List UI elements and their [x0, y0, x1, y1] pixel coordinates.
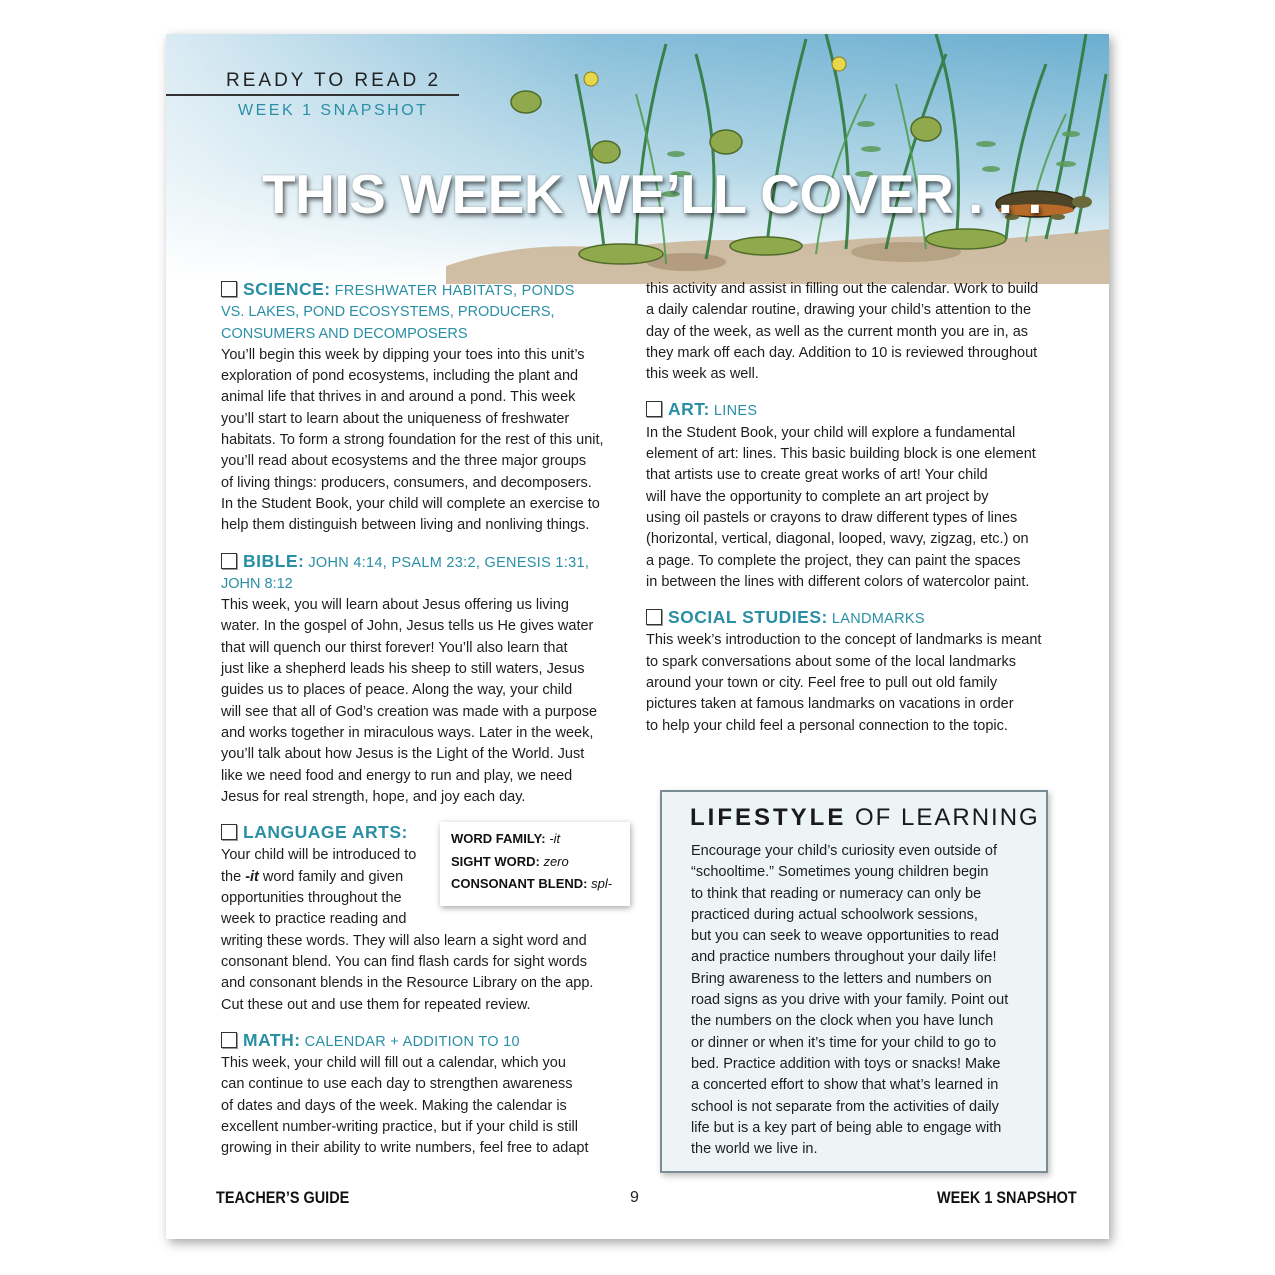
art-title: ART: — [668, 399, 710, 420]
social-studies-body-line: to help your child feel a personal connection to the topic. — [646, 717, 1008, 734]
social-studies-body-line: around your town or city. Feel free to pull out old family — [646, 675, 998, 692]
social-studies-title: SOCIAL STUDIES: — [668, 607, 828, 628]
footer-right: WEEK 1 SNAPSHOT — [937, 1188, 1077, 1207]
math-body-line: This week, your child will fill out a calendar, which you — [221, 1055, 566, 1072]
bible-body-line: and works together in miraculous ways. Later in the week, — [221, 724, 594, 741]
math-body-continued-line: a daily calendar routine, drawing your child’s attention to the — [646, 302, 1032, 319]
lifestyle-line: Bring awareness to the letters and numbers on — [691, 970, 992, 987]
art-heading — [646, 399, 1066, 422]
footer-left: TEACHER’S GUIDE — [216, 1188, 350, 1207]
art-subtitle: LINES — [713, 403, 758, 420]
language-arts-body-line: week to practice reading and — [221, 911, 407, 928]
social-studies-body-line: to spark conversations about some of the local landmarks — [646, 653, 1016, 670]
page-number: 9 — [630, 1189, 639, 1206]
language-arts-title: LANGUAGE ARTS: — [243, 822, 408, 843]
math-heading — [221, 1030, 636, 1053]
science-subtitle: FRESHWATER HABITATS, PONDS — [334, 283, 575, 299]
lifestyle-line: a concerted effort to show that what’s learned in — [691, 1077, 999, 1094]
social-studies-body-line: This week’s introduction to the concept of landmarks is meant — [646, 632, 1042, 649]
lifestyle-line: “schooltime.” Sometimes young children begin — [691, 864, 989, 881]
language-arts-body-line: writing these words. They will also learn a sight word and — [221, 932, 587, 949]
lifestyle-line: practiced during actual schoolwork sessions, — [691, 906, 978, 923]
bible-title: BIBLE: — [243, 550, 305, 571]
social-studies-body-line: pictures taken at famous landmarks on vacations in order — [646, 696, 1014, 713]
word-family-box — [440, 822, 630, 906]
hero-title: THIS WEEK WE’LL COVER . . . — [262, 163, 1042, 225]
word-family-row: WORD FAMILY: -it — [451, 831, 561, 846]
lifestyle-line: the numbers on the clock when you have lunch — [691, 1013, 994, 1030]
lifestyle-body — [691, 841, 1031, 1160]
bible-body-line: guides us to places of peace. Along the way, your child — [221, 682, 573, 699]
math-body-continued-line: they mark off each day. Addition to 10 is reviewed throughout — [646, 344, 1038, 361]
bible-heading — [221, 551, 636, 574]
bible-body-line: that will quench our thirst forever! You’ll also learn that — [221, 639, 568, 656]
math-body-line: excellent number-writing practice, but if your child is still — [221, 1118, 578, 1135]
language-arts-body-line: and consonant blends in the Resource Library on the app. — [221, 975, 594, 992]
art-body-line: that artists use to create great works of art! Your child — [646, 467, 988, 484]
lifestyle-line: or dinner or when it’s time for your child to go to — [691, 1034, 997, 1051]
bible-body-line: water. In the gospel of John, Jesus tells us He gives water — [221, 618, 594, 635]
checkbox-icon[interactable] — [221, 824, 237, 840]
bible-subtitle: JOHN 4:14, PSALM 23:2, GENESIS 1:31, — [308, 554, 590, 571]
language-arts-body-line: opportunities throughout the — [221, 890, 402, 907]
lifestyle-line: to think that reading or numeracy can only be — [691, 885, 982, 902]
lifestyle-title: LIFESTYLE OF LEARNING — [690, 804, 1040, 831]
left-column — [221, 279, 636, 1160]
math-body-line: can continue to use each day to strengthen awareness — [221, 1076, 573, 1093]
math-subtitle: CALENDAR + ADDITION TO 10 — [304, 1033, 520, 1050]
lifestyle-line: school is not separate from the activities of daily — [691, 1098, 999, 1115]
art-body-line: In the Student Book, your child will explore a fundamental — [646, 424, 1016, 441]
word-family-emphasis: -it — [245, 868, 259, 885]
series-title: READY TO READ 2 — [226, 70, 442, 91]
checkbox-icon[interactable] — [646, 609, 662, 625]
bible-body-line: like we need food and energy to run and play, we need — [221, 767, 573, 784]
math-body-continued-line: this activity and assist in filling out the calendar. Work to build — [646, 281, 1039, 297]
art-body-line: in between the lines with different colors of watercolor paint. — [646, 573, 1030, 590]
consonant-blend-row: CONSONANT BLEND: spl- — [451, 876, 613, 891]
language-arts-body-line: consonant blend. You can find flash cards for sight words — [221, 953, 587, 970]
lifestyle-line: the world we live in. — [691, 1141, 818, 1158]
math-title: MATH: — [243, 1029, 301, 1050]
title-divider — [166, 94, 459, 96]
art-body-line: element of art: lines. This basic building block is one element — [646, 446, 1036, 463]
math-body-line: growing in their ability to write numbers, feel free to adapt — [221, 1140, 589, 1157]
science-body-line: you’ll read about ecosystems and the three major groups — [221, 453, 587, 470]
document-page — [166, 34, 1109, 1239]
science-body-line: you’ll start to learn about the uniqueness of freshwater — [221, 410, 570, 427]
language-arts-body-line: Your child will be introduced to — [221, 847, 417, 864]
bible-subtitle-line: JOHN 8:12 — [221, 575, 293, 592]
bible-body-line: This week, you will learn about Jesus offering us living — [221, 597, 569, 614]
science-body-line: animal life that thrives in and around a pond. This week — [221, 389, 576, 406]
lifestyle-line: and practice numbers throughout your daily life! — [691, 949, 997, 966]
science-heading — [221, 279, 636, 302]
art-body-line: (horizontal, vertical, diagonal, looped, wavy, zigzag, etc.) on — [646, 531, 1029, 548]
lifestyle-line: road signs as you drive with your family. Point out — [691, 992, 1009, 1009]
math-body-continued-line: day of the week, as well as the current month you are in, as — [646, 323, 1029, 340]
social-studies-subtitle: LANDMARKS — [831, 611, 925, 628]
art-body-line: using oil pastels or crayons to draw different types of lines — [646, 509, 1018, 526]
science-body-line: help them distinguish between living and nonliving things. — [221, 517, 590, 534]
science-body-line: In the Student Book, your child will complete an exercise to — [221, 495, 600, 512]
science-title: SCIENCE: — [243, 279, 331, 299]
checkbox-icon[interactable] — [221, 553, 237, 569]
checkbox-icon[interactable] — [221, 281, 237, 297]
math-body-continued-line: this week as well. — [646, 366, 759, 383]
lifestyle-line: bed. Practice addition with toys or snacks! Make — [691, 1055, 1001, 1072]
science-body-line: You’ll begin this week by dipping your toes into this unit’s — [221, 346, 585, 363]
language-arts-body-line: the -it word family and given — [221, 868, 404, 885]
social-studies-heading — [646, 607, 1066, 630]
bible-body-line: just like a shepherd leads his sheep to still waters, Jesus — [221, 661, 585, 678]
language-arts-body-line: Cut these out and use them for repeated review. — [221, 996, 531, 1013]
week-subtitle: WEEK 1 SNAPSHOT — [238, 102, 429, 119]
bible-body-line: will see that all of God’s creation was made with a purpose — [221, 703, 598, 720]
math-body-line: of dates and days of the week. Making the calendar is — [221, 1097, 567, 1114]
art-body-line: a page. To complete the project, they can paint the spaces — [646, 552, 1021, 569]
lifestyle-line: Encourage your child’s curiosity even outside of — [691, 843, 998, 859]
sight-word-row: SIGHT WORD: zero — [451, 853, 569, 869]
science-subtitle-line: CONSUMERS AND DECOMPOSERS — [221, 325, 468, 342]
right-column — [646, 279, 1066, 737]
art-body-line: will have the opportunity to complete an art project by — [646, 488, 989, 505]
bible-body-line: you’ll talk about how Jesus is the Light of the World. Just — [221, 746, 585, 763]
science-body-line: habitats. To form a strong foundation for the rest of this unit, — [221, 432, 604, 449]
lifestyle-of-learning-box — [660, 790, 1048, 1173]
science-body-line: of living things: producers, consumers, and decomposers. — [221, 474, 592, 491]
bible-body-line: Jesus for real strength, hope, and joy each day. — [221, 788, 526, 805]
lifestyle-line: but you can seek to weave opportunities to read — [691, 928, 999, 945]
science-body-line: exploration of pond ecosystems, including the plant and — [221, 368, 579, 385]
checkbox-icon[interactable] — [221, 1032, 237, 1048]
lifestyle-line: life but is a key part of being able to engage with — [691, 1119, 1002, 1136]
science-subtitle-line: VS. LAKES, POND ECOSYSTEMS, PRODUCERS, — [221, 304, 555, 321]
checkbox-icon[interactable] — [646, 401, 662, 417]
